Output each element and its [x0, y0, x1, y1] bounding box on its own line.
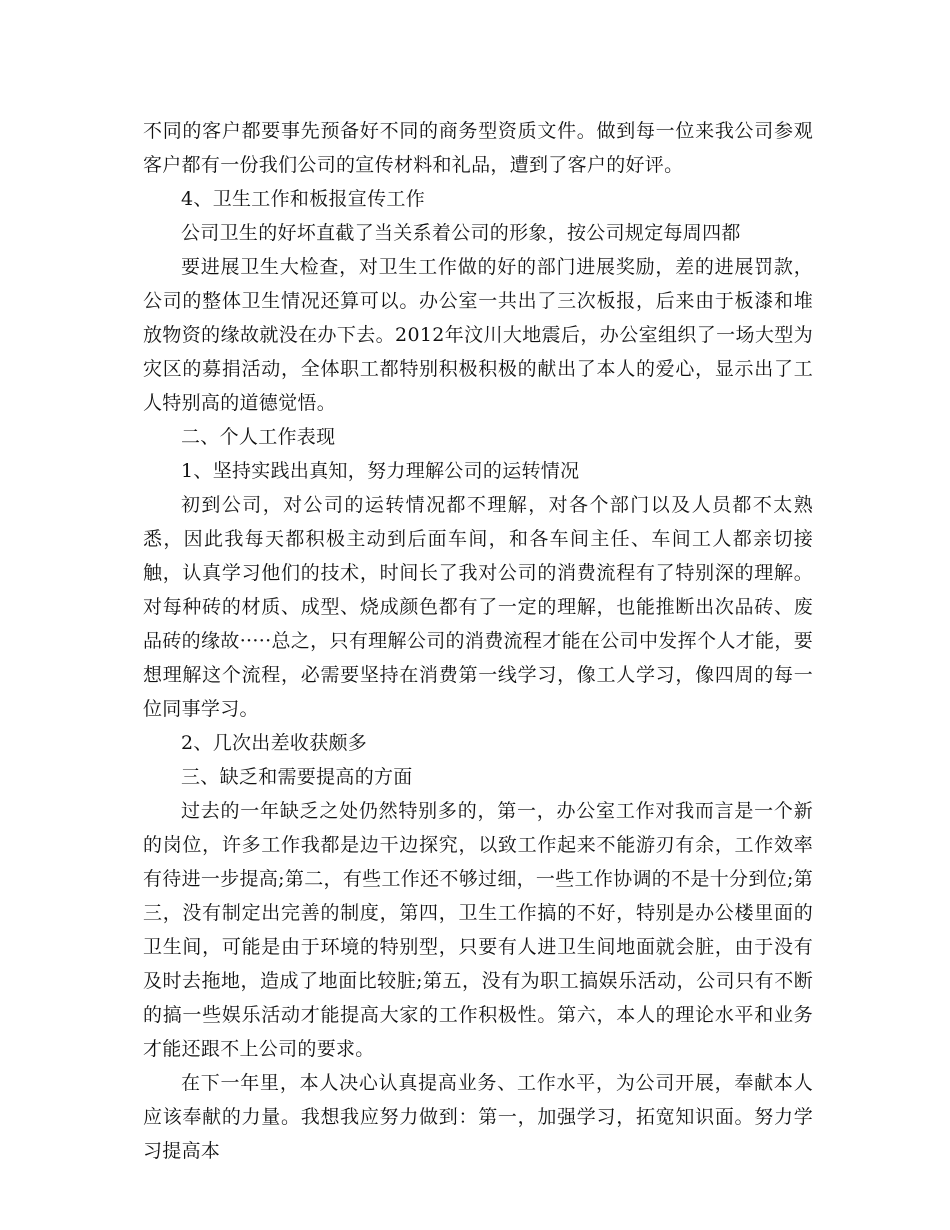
- paragraph-1: 不同的客户都要事先预备好不同的商务型资质文件。做到每一位来我公司参观客户都有一份我们公司的宣传材料和礼品，遭到了客户的好评。: [143, 120, 813, 176]
- paragraph-3: 要进展卫生大检查，对卫生工作做的好的部门进展奖励，差的进展罚款，公司的整体卫生情况还算可以。办公室一共出了三次板报，后来由于板漆和堆放物资的缘故就没在办下去。2012年汶川大地震后，办公室组织了一场大型为灾区的募捐活动，全体职工都特别积极积极的献出了本人的爱心，显示出了工人特别高的道德觉悟。: [143, 256, 813, 414]
- paragraph-2: 公司卫生的好坏直截了当关系着公司的形象，按公司规定每周四都: [181, 222, 741, 244]
- paragraph-5: 过去的一年缺乏之处仍然特别多的，第一，办公室工作对我而言是一个新的岗位，许多工作我都是边干边探究，以致工作起来不能游刃有余，工作效率有待进一步提高;第二，有些工作还不够过细，一些工作协调的不是十分到位;第三，没有制定出完善的制度，第四，卫生工作搞的不好，特别是办公楼里面的卫生间，可能是由于环境的特别型，只要有人进卫生间地面就会脏，由于没有及时去拖地，造成了地面比较脏;第五，没有为职工搞娱乐活动，公司只有不断的搞一些娱乐活动才能提高大家的工作积极性。第六，本人的理论水平和业务才能还跟不上公司的要求。: [143, 800, 813, 1060]
- paragraph-4: 初到公司，对公司的运转情况都不理解，对各个部门以及人员都不太熟悉，因此我每天都积极主动到后面车间，和各车间主任、车间工人都亲切接触，认真学习他们的技术，时间长了我对公司的消费流程有了特别深的理解。对每种砖的材质、成型、烧成颜色都有了一定的理解，也能推断出次品砖、废品砖的缘故·····总之，只有理解公司的消费流程才能在公司中发挥个人才能，要想理解这个流程，必需要坚持在消费第一线学习，像工人学习，像四周的每一位同事学习。: [143, 494, 813, 720]
- heading-shortcomings: 三、缺乏和需要提高的方面: [181, 766, 413, 788]
- document-body: [143, 114, 813, 1168]
- heading-practice: 1、坚持实践出真知，努力理解公司的运转情况: [181, 460, 580, 482]
- heading-sanitation-work: 4、卫生工作和板报宣传工作: [181, 188, 425, 210]
- heading-business-trips: 2、几次出差收获颇多: [181, 732, 368, 754]
- paragraph-6: 在下一年里，本人决心认真提高业务、工作水平，为公司开展，奉献本人应该奉献的力量。我想我应努力做到：第一，加强学习，拓宽知识面。努力学习提高本: [143, 1072, 813, 1162]
- heading-personal-performance: 二、个人工作表现: [181, 426, 336, 448]
